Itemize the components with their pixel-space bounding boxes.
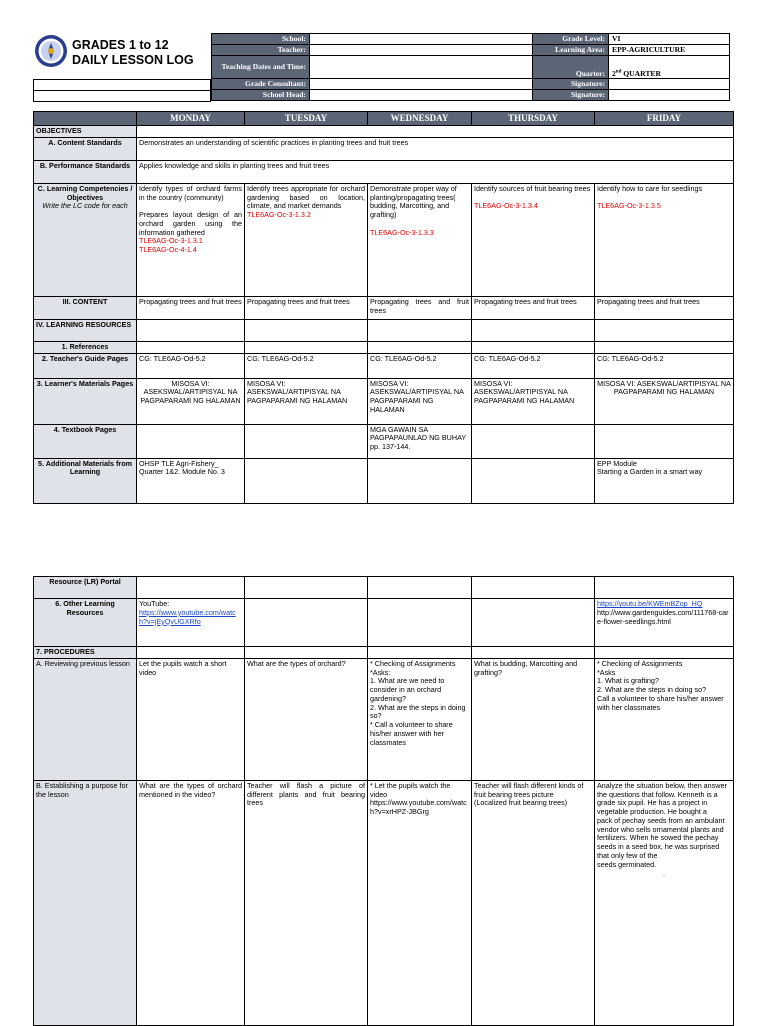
review-wednesday: * Checking of Assignments *Asks: 1. What are we need to consider in an orchard gardening? 2. What are the steps in doing so? * Call a volunteer to share his/her answer with her classmates (368, 658, 472, 780)
blank-cell (595, 341, 734, 353)
title-line-1: GRADES 1 to 12 (72, 38, 169, 52)
objectives-label: OBJECTIVES (34, 125, 137, 137)
learners-materials-label: 3. Learner's Materials Pages (34, 378, 137, 424)
establishing-purpose-label: B. Establishing a purpose for the lesson (34, 780, 137, 1025)
lm-friday: MISOSA VI: ASEKSWAL/ARTIPISYAL NA PAGPAPARAMI NG HALAMAN (595, 378, 734, 424)
references-label: 1. References (34, 341, 137, 353)
lm-wednesday: MISOSA VI: ASEKSWAL/ARTIPISYAL NA PAGPAPARAMI NG HALAMAN (368, 378, 472, 424)
additional-monday: OHSP TLE Agri-Fishery_ Quarter 1&2. Module No. 3 (137, 458, 245, 503)
day-friday: FRIDAY (595, 112, 734, 126)
teacher-label: Teacher: (212, 45, 310, 56)
other-resources-label: 6. Other Learning Resources (34, 599, 137, 647)
blank-cell (245, 458, 368, 503)
tg-tuesday: CG: TLE6AG-Od-5.2 (245, 353, 368, 378)
review-tuesday: What are the types of orchard? (245, 658, 368, 780)
blank-cell (595, 424, 734, 458)
lm-thursday: MISOSA VI: ASEKSWAL/ARTIPISYAL NA PAGPAPARAMI NG HALAMAN (472, 378, 595, 424)
blank-cell (368, 647, 472, 659)
youtube-link-monday[interactable]: https://www.youtube.com/watch?v=jEyQvUGXRfo (139, 607, 236, 626)
teachers-guide-label: 2. Teacher's Guide Pages (34, 353, 137, 378)
other-friday: https://youtu.be/KWEmBZop_HQ http://www.gardenguides.com/111768-care-flower-seedlings.html (595, 599, 734, 647)
day-header-blank (34, 112, 137, 126)
days-header-row (34, 112, 734, 126)
blank-cell (34, 80, 211, 91)
signature-field-1[interactable] (609, 79, 730, 90)
blank-cell (472, 319, 595, 341)
blank-cell (472, 577, 595, 599)
blank-cell (245, 424, 368, 458)
lc-wednesday: Demonstrate proper way of planting/propagating trees( budding, Marcotting, and grafting) TLE6AG-Oc-3-1.3.3 (368, 183, 472, 296)
tg-monday: CG: TLE6AG-Od-5.2 (137, 353, 245, 378)
tg-wednesday: CG: TLE6AG-Od-5.2 (368, 353, 472, 378)
blank-cell (595, 319, 734, 341)
school-label: School: (212, 34, 310, 45)
blank-cell (368, 341, 472, 353)
school-head-field[interactable] (310, 90, 533, 101)
blank-cell (472, 424, 595, 458)
quarter-label: Quarter: (533, 56, 609, 79)
signature-field-2[interactable] (609, 90, 730, 101)
blank-cell (472, 647, 595, 659)
blank-cell (137, 341, 245, 353)
school-head-label: School Head: (212, 90, 310, 101)
purpose-monday: What are the types of orchard mentioned in the video? (137, 780, 245, 1025)
blank-cell (137, 647, 245, 659)
signature-label-1: Signature: (533, 79, 609, 90)
content-thursday: Propagating trees and fruit trees (472, 296, 595, 319)
tg-friday: CG: TLE6AG-Od-5.2 (595, 353, 734, 378)
blank-cell (137, 424, 245, 458)
consultant-field[interactable] (310, 79, 533, 90)
additional-friday: EPP Module Starting a Garden in a smart way (595, 458, 734, 503)
blank-cell (368, 458, 472, 503)
content-wednesday: Propagating trees and fruit trees (368, 296, 472, 319)
lesson-table-page2 (33, 576, 734, 1026)
blank-cell (472, 458, 595, 503)
blank-cell (245, 647, 368, 659)
blank-cell (368, 577, 472, 599)
tg-thursday: CG: TLE6AG-Od-5.2 (472, 353, 595, 378)
lr-portal-label: Resource (LR) Portal (34, 577, 137, 599)
blank-cell (595, 577, 734, 599)
blank-cell (368, 319, 472, 341)
textbook-pages-label: 4. Textbook Pages (34, 424, 137, 458)
dates-label: Teaching Dates and Time: (212, 56, 310, 79)
signature-label-2: Signature: (533, 90, 609, 101)
performance-standards-label: B. Performance Standards (34, 160, 137, 183)
grade-level-value[interactable]: VI (609, 34, 730, 45)
title-line-2: DAILY LESSON LOG (72, 53, 194, 67)
document-title (72, 38, 194, 68)
purpose-wednesday: * Let the pupils watch the video https://www.youtube.com/watch?v=xrHPZ-JBGrg (368, 780, 472, 1025)
lc-tuesday: Identify trees appropriate for orchard gardening based on location, climate, and market demands TLE6AG-Oc-3-1.3.2 (245, 183, 368, 296)
deped-seal-icon (34, 34, 68, 68)
consultant-label: Grade Consultant: (212, 79, 310, 90)
additional-materials-label: 5. Additional Materials from Learning (34, 458, 137, 503)
content-tuesday: Propagating trees and fruit trees (245, 296, 368, 319)
day-thursday: THURSDAY (472, 112, 595, 126)
learning-resources-label: IV. LEARNING RESOURCES (34, 319, 137, 341)
blank-cell (472, 341, 595, 353)
teacher-field[interactable] (310, 45, 533, 56)
content-friday: Propagating trees and fruit trees (595, 296, 734, 319)
lc-friday: Identify how to care for seedlings TLE6AG-Oc-3-1.3.5 (595, 183, 734, 296)
blank-cell (245, 319, 368, 341)
header-info-table (211, 33, 730, 101)
blank-cell (137, 319, 245, 341)
content-label: III. CONTENT (34, 296, 137, 319)
performance-standards-text: Applies knowledge and skills in planting trees and fruit trees (137, 160, 734, 183)
review-friday: * Checking of Assignments *Asks 1. What is grafting? 2. What are the steps in doing so? Call a volunteer to share his/her answer with her classmates (595, 658, 734, 780)
dates-field[interactable] (310, 56, 533, 79)
day-monday: MONDAY (137, 112, 245, 126)
review-thursday: What is budding, Marcotting and grafting? (472, 658, 595, 780)
learning-area-label: Learning Area: (533, 45, 609, 56)
learning-area-value[interactable]: EPP-AGRICULTURE (609, 45, 730, 56)
other-monday: YouTube: https://www.youtube.com/watch?v=jEyQvUGXRfo (137, 599, 245, 647)
blank-cell (245, 341, 368, 353)
blank-cell (595, 647, 734, 659)
purpose-tuesday: Teacher will flash a picture of different plants and fruit bearing trees (245, 780, 368, 1025)
content-standards-label: A. Content Standards (34, 137, 137, 160)
review-monday: Let the pupils watch a short video (137, 658, 245, 780)
lesson-table-page1 (33, 111, 734, 504)
lc-monday: Identify types of orchard farms in the country (community) Prepares layout design of an orchard garden using the information gathered TLE6AG-Oc-3-1.3.1 TLE6AG-Oc-4-1.4 (137, 183, 245, 296)
day-tuesday: TUESDAY (245, 112, 368, 126)
blank-cell (472, 599, 595, 647)
content-monday: Propagating trees and fruit trees (137, 296, 245, 319)
quarter-value[interactable]: 2nd QUARTER (609, 56, 730, 79)
blank-cell (245, 577, 368, 599)
reviewing-lesson-label: A. Reviewing previous lesson (34, 658, 137, 780)
day-wednesday: WEDNESDAY (368, 112, 472, 126)
blank-cell (34, 91, 211, 102)
blank-cell (137, 577, 245, 599)
objectives-cell (137, 125, 734, 137)
blank-cell (245, 599, 368, 647)
lc-thursday: Identify sources of fruit bearing trees TLE6AG-Oc-3-1.3.4 (472, 183, 595, 296)
grade-level-label: Grade Level: (533, 34, 609, 45)
purpose-friday: Analyze the situation below, then answer the questions that follow. Kenneth is a grade six pupil. He has a project in vegetable production. He bought a pack of pechay seeds from an ambulant vendor who sells ornamental plants and fertilizers. When he sowed the pechay seeds in a seed box, he was surprised that only few of the seeds germinated. . (595, 780, 734, 1025)
blank-cell (368, 599, 472, 647)
textbook-wednesday: MGA GAWAIN SA PAGPAPAUNLAD NG BUHAY pp. 137-144. (368, 424, 472, 458)
school-field[interactable] (310, 34, 533, 45)
learning-competencies-label: C. Learning Competencies / Objectives Write the LC code for each (34, 183, 137, 296)
lm-tuesday: MISOSA VI: ASEKSWAL/ARTIPISYAL NA PAGPAPARAMI NG HALAMAN (245, 378, 368, 424)
youtube-link-friday[interactable]: https://youtu.be/KWEmBZop_HQ (597, 599, 703, 608)
procedures-label: 7. PROCEDURES (34, 647, 137, 659)
lm-monday: MISOSA VI: ASEKSWAL/ARTIPISYAL NA PAGPAPARAMI NG HALAMAN (137, 378, 245, 424)
content-standards-text: Demonstrates an understanding of scientific practices in planting trees and fruit trees (137, 137, 734, 160)
purpose-thursday: Teacher will flash different kinds of fruit bearing trees picture (Localized fruit bearing trees) (472, 780, 595, 1025)
header-left-blank (33, 79, 211, 102)
